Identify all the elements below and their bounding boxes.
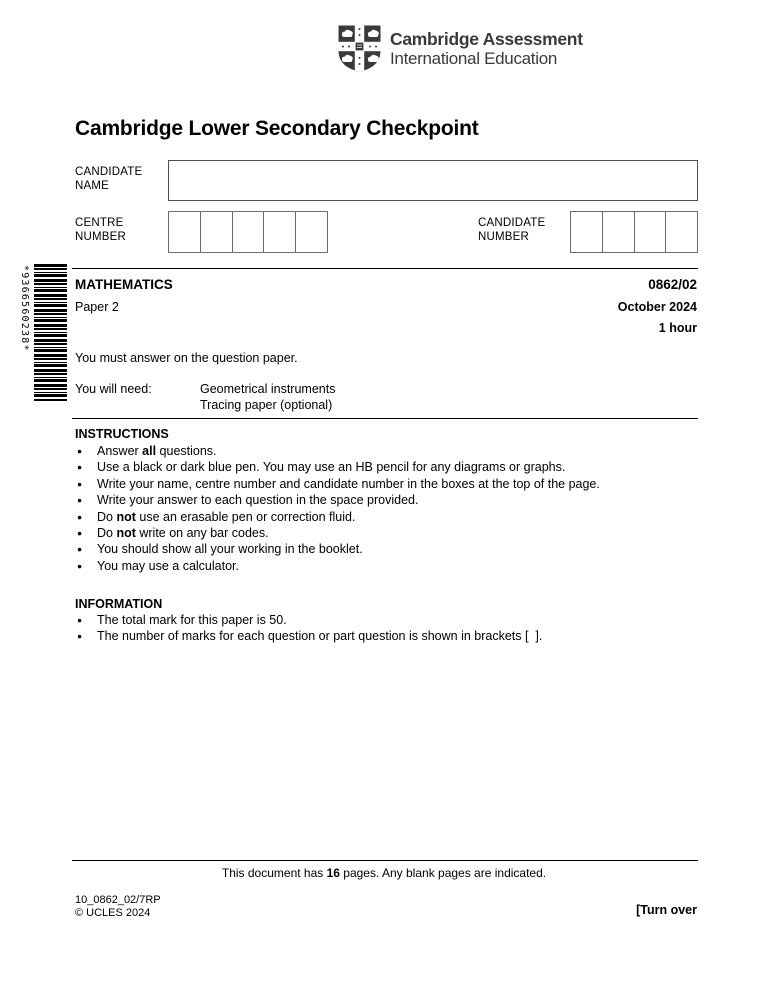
page-count-notice — [0, 866, 768, 880]
centre-number-cell[interactable] — [201, 211, 233, 253]
bullet-item — [75, 628, 728, 644]
bullet-text — [97, 444, 217, 458]
information-list — [75, 612, 728, 645]
bullet-text — [97, 542, 363, 556]
centre-number-cell[interactable] — [296, 211, 328, 253]
bullet-item — [75, 476, 728, 492]
text-segment: Write your name, centre number and candidate number in the boxes at the top of the page. — [97, 476, 600, 491]
candidate-number-cell[interactable] — [570, 211, 603, 253]
bullet-icon: ● — [77, 560, 83, 571]
centre-number-label: CENTRE NUMBER — [75, 217, 127, 243]
bullet-icon: ● — [77, 528, 83, 539]
text-segment: This document has — [221, 866, 327, 880]
answer-note: You must answer on the question paper. — [75, 351, 298, 365]
text-segment: You may use a calculator. — [97, 558, 239, 573]
barcode-number: *9366560238* — [19, 265, 30, 352]
bullet-icon: ● — [77, 495, 83, 506]
bullet-item — [75, 612, 728, 628]
bullet-item — [75, 525, 728, 541]
cambridge-logo — [337, 24, 583, 78]
bullet-text — [97, 493, 418, 507]
bullet-icon: ● — [77, 544, 83, 555]
text-segment: Use a black or dark blue pen. You may use an HB pencil for any diagrams or graphs. — [97, 460, 566, 475]
text-segment: Do — [97, 509, 117, 524]
paper-code: 0862/02 — [648, 277, 697, 292]
text-segment: You should show all your working in the booklet. — [97, 542, 363, 557]
text-segment: pages. Any blank pages are indicated. — [339, 866, 547, 880]
text-segment: The number of marks for each question or part question is shown in brackets [ ]. — [97, 629, 543, 644]
exam-duration: 1 hour — [658, 321, 697, 335]
divider — [72, 418, 698, 419]
turn-over-label: [Turn over — [636, 903, 697, 917]
bullet-text — [97, 477, 600, 491]
logo-line1: Cambridge Assessment — [390, 29, 583, 49]
candidate-number-cell[interactable] — [603, 211, 635, 253]
text-segment: 16 — [326, 866, 340, 880]
text-segment: The total mark for this paper is 50. — [97, 613, 287, 627]
candidate-number-label: CANDIDATE NUMBER — [478, 217, 546, 243]
reference-code: 10_0862_02/7RP — [75, 894, 161, 906]
centre-number-cell[interactable] — [168, 211, 201, 253]
divider — [72, 268, 698, 269]
text-segment: not — [116, 526, 136, 541]
text-segment: use an erasable pen or correction fluid. — [135, 509, 356, 524]
centre-number-input — [168, 211, 328, 253]
logo-line2: International Education — [390, 49, 558, 68]
bullet-text — [97, 559, 239, 573]
subject-name: MATHEMATICS — [75, 277, 173, 292]
paper-number: Paper 2 — [75, 300, 119, 314]
page-title: Cambridge Lower Secondary Checkpoint — [75, 117, 479, 140]
bullet-text — [97, 460, 565, 474]
divider — [72, 860, 698, 861]
centre-number-cell[interactable] — [233, 211, 265, 253]
candidate-name-label: CANDIDATE NAME — [75, 166, 143, 192]
you-will-need-items — [200, 382, 335, 413]
candidate-number-cell[interactable] — [666, 211, 698, 253]
bullet-icon: ● — [77, 511, 83, 522]
bullet-text — [97, 526, 269, 540]
bullet-icon: ● — [77, 615, 83, 625]
exam-session: October 2024 — [617, 300, 697, 314]
bullet-item — [75, 558, 728, 574]
bullet-item — [75, 509, 728, 525]
candidate-name-input[interactable] — [168, 160, 698, 201]
document-reference — [75, 894, 161, 920]
information-heading: INFORMATION — [75, 597, 163, 611]
bullet-item — [75, 459, 728, 475]
bullet-icon: ● — [77, 462, 83, 473]
copyright-notice: © UCLES 2024 — [75, 907, 151, 919]
need-item: Tracing paper (optional) — [200, 397, 333, 412]
text-segment: Answer — [97, 444, 143, 458]
bullet-item — [75, 541, 728, 557]
bullet-icon: ● — [77, 478, 83, 489]
text-segment: questions. — [156, 444, 217, 458]
bullet-text — [97, 629, 542, 643]
candidate-number-input — [570, 211, 698, 253]
instructions-heading: INSTRUCTIONS — [75, 427, 169, 441]
text-segment: Write your answer to each question in the space provided. — [97, 493, 419, 508]
need-item: Geometrical instruments — [200, 382, 336, 396]
candidate-number-cell[interactable] — [635, 211, 667, 253]
bullet-icon: ● — [77, 631, 83, 642]
instructions-list — [75, 443, 728, 574]
bullet-item — [75, 443, 728, 459]
bullet-text — [97, 613, 287, 627]
bullet-item — [75, 492, 728, 508]
centre-number-cell[interactable] — [264, 211, 296, 253]
cambridge-shield-icon — [337, 24, 382, 78]
text-segment: Do — [97, 526, 117, 541]
text-segment: all — [142, 444, 157, 458]
text-segment: not — [116, 509, 136, 524]
text-segment: write on any bar codes. — [135, 526, 269, 541]
you-will-need-label: You will need: — [75, 382, 152, 396]
bullet-text — [97, 510, 355, 524]
barcode-icon — [34, 264, 67, 401]
bullet-icon: ● — [77, 446, 83, 456]
